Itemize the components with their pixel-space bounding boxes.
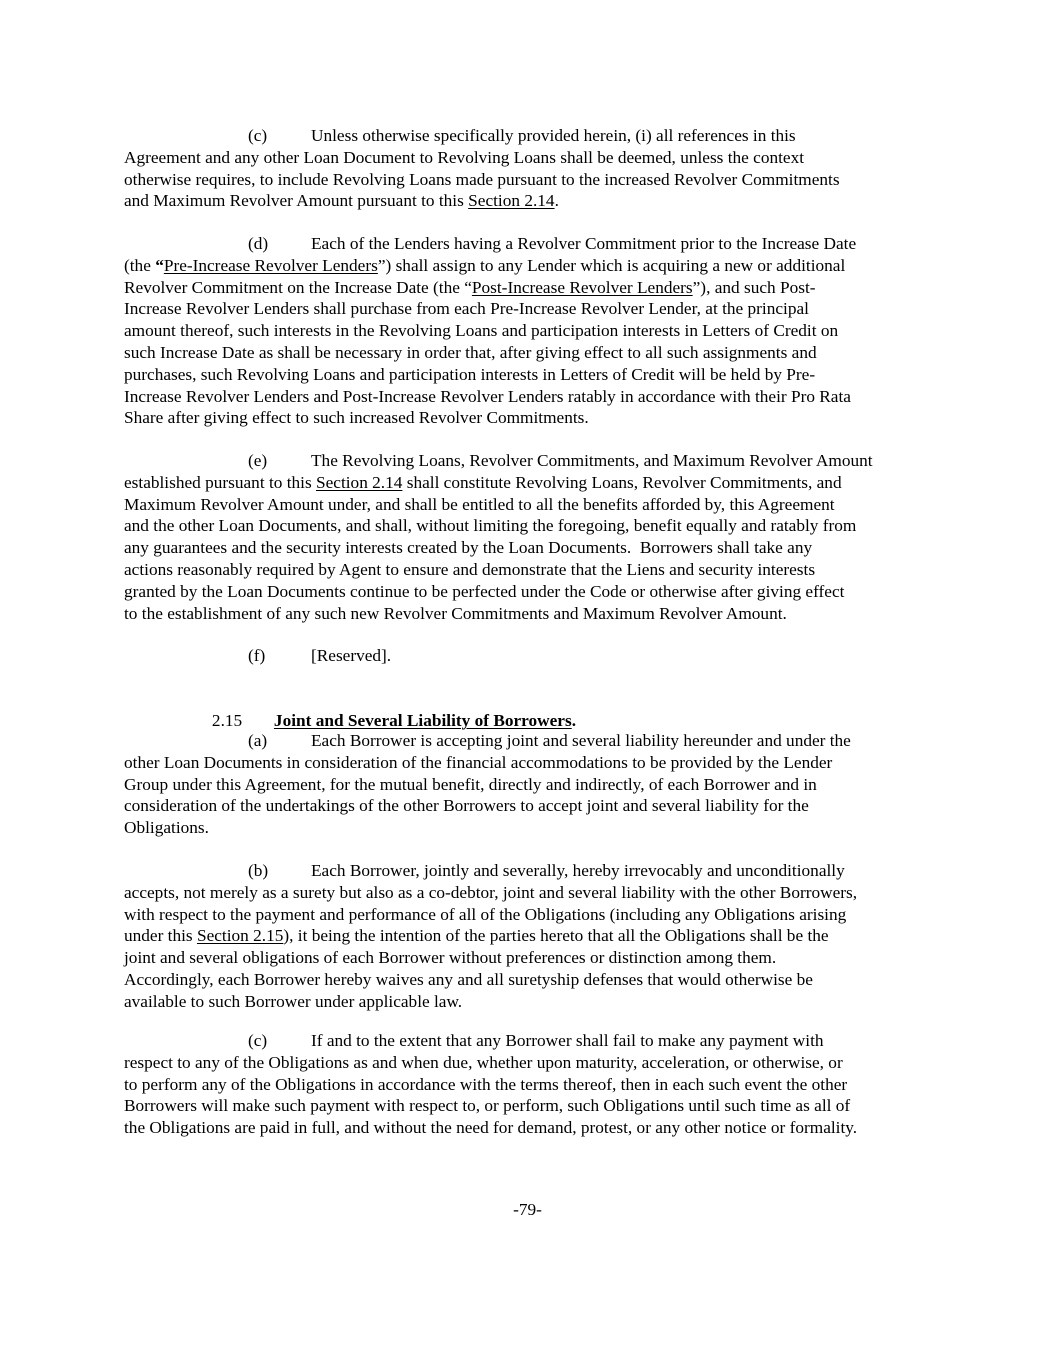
text-run: actions reasonably required by Agent to ensure and demonstrate that the Liens and security interests <box>124 559 816 579</box>
section-title-period: . <box>571 710 577 730</box>
paragraph-2-14-f <box>124 645 944 667</box>
text-run: such Increase Date as shall be necessary in order that, after giving effect to all such assignments and <box>124 342 817 362</box>
text-run: other Loan Documents in consideration of the financial accommodations to be provided by the Lender <box>124 752 833 772</box>
text-line <box>124 817 944 839</box>
text-line <box>124 904 944 926</box>
text-run: Agreement and any other Loan Document to Revolving Loans shall be deemed, unless the context <box>124 147 805 167</box>
text-line <box>124 1117 944 1139</box>
section-number: 2.15 <box>211 710 243 730</box>
text-run: respect to any of the Obligations as and when due, whether upon maturity, acceleration, or otherwise, or <box>124 1052 843 1072</box>
text-line <box>124 947 944 969</box>
text-run: any guarantees and the security interests created by the Loan Documents. Borrowers shall take any <box>124 538 813 558</box>
text-run: under this <box>124 926 197 946</box>
text-run: with respect to the payment and performance of all of the Obligations (including any Obligations arising <box>124 904 847 924</box>
text-line <box>124 860 944 882</box>
text-run: Accordingly, each Borrower hereby waives any and all suretyship defenses that would otherwise be <box>124 969 813 989</box>
paragraph-marker: (c) <box>248 126 268 145</box>
text-line <box>124 752 944 774</box>
text-line <box>124 364 944 386</box>
text-run: (the <box>124 255 156 275</box>
text-line <box>124 925 944 947</box>
cross-reference-link: Section 2.15 <box>196 926 284 946</box>
text-run: Obligations. <box>124 818 209 838</box>
paragraph-marker: (c) <box>248 1031 268 1050</box>
text-run: Maximum Revolver Amount under, and shall be entitled to all the benefits afforded by, this Agreement <box>124 494 835 514</box>
text-line <box>124 969 944 991</box>
text-run: The Revolving Loans, Revolver Commitments, and Maximum Revolver Amount <box>311 451 873 470</box>
text-line <box>124 1030 944 1052</box>
paragraph-2-14-d <box>124 233 944 429</box>
text-run: ”) shall assign to any Lender which is acquiring a new or additional <box>377 255 846 275</box>
text-run: shall constitute Revolving Loans, Revolver Commitments, and <box>402 472 842 492</box>
text-line <box>124 169 944 191</box>
text-line <box>124 795 944 817</box>
paragraph-2-15-a <box>124 730 944 839</box>
section-heading-2-15 <box>124 688 944 730</box>
text-line <box>124 730 944 752</box>
text-line <box>124 277 944 299</box>
text-run: Each of the Lenders having a Revolver Commitment prior to the Increase Date <box>311 234 857 253</box>
text-line <box>124 1052 944 1074</box>
paragraph-2-14-e <box>124 450 944 624</box>
paragraph-marker: (d) <box>248 234 269 253</box>
text-run: otherwise requires, to include Revolving Loans made pursuant to the increased Revolver Commitments <box>124 169 840 189</box>
text-line <box>124 125 944 147</box>
cross-reference-link: Pre-Increase Revolver Lenders <box>163 255 378 275</box>
cross-reference-link: Section 2.14 <box>316 472 403 492</box>
text-run: consideration of the undertakings of the other Borrowers to accept joint and several liability for the <box>124 796 809 816</box>
cross-reference-link: Section 2.14 <box>468 191 555 211</box>
cross-reference-link: Post-Increase Revolver Lenders <box>471 277 693 297</box>
text-line <box>124 407 944 429</box>
text-line <box>124 774 944 796</box>
text-run: If and to the extent that any Borrower shall fail to make any payment with <box>311 1031 824 1050</box>
text-line <box>124 1095 944 1117</box>
text-run: [Reserved]. <box>311 646 392 665</box>
text-line <box>124 603 944 625</box>
text-line <box>124 645 944 667</box>
text-run: and the other Loan Documents, and shall, without limiting the foregoing, benefit equally and ratably from <box>124 516 857 536</box>
text-run: Each Borrower, jointly and severally, hereby irrevocably and unconditionally <box>311 861 845 880</box>
text-line <box>124 450 944 472</box>
paragraph-marker: (a) <box>248 731 268 750</box>
text-run: and Maximum Revolver Amount pursuant to this <box>124 191 469 211</box>
text-run: granted by the Loan Documents continue to be perfected under the Code or otherwise after giving effect <box>124 581 845 601</box>
text-line <box>124 342 944 364</box>
text-line <box>124 233 944 255</box>
text-run: joint and several obligations of each Borrower without preferences or distinction among them. <box>124 948 777 968</box>
paragraph-marker: (f) <box>248 646 266 665</box>
text-run: to perform any of the Obligations in accordance with the terms thereof, then in each such event the other <box>124 1074 848 1094</box>
text-line <box>124 515 944 537</box>
paragraph-marker: (b) <box>248 861 269 880</box>
paragraph-2-15-c <box>124 1030 944 1139</box>
paragraph-2-15-b <box>124 860 944 1013</box>
text-run: . <box>554 191 559 211</box>
page-number: -79- <box>513 1200 542 1219</box>
text-line <box>124 147 944 169</box>
text-run: Group under this Agreement, for the mutual benefit, directly and indirectly, of each Borrower and in <box>124 774 817 794</box>
text-line <box>124 255 944 277</box>
text-run: available to such Borrower under applicable law. <box>124 991 463 1011</box>
text-line <box>124 882 944 904</box>
text-run: accepts, not merely as a surety but also as a co-debtor, joint and several liability with the other Borrowers, <box>124 882 858 902</box>
text-run: ”), and such Post- <box>692 277 816 297</box>
text-line <box>124 472 944 494</box>
text-run: purchases, such Revolving Loans and participation interests in Letters of Credit will be held by Pre- <box>124 364 816 384</box>
text-line <box>124 1074 944 1096</box>
text-run: Each Borrower is accepting joint and several liability hereunder and under the <box>311 731 851 750</box>
text-line <box>124 494 944 516</box>
text-run: established pursuant to this <box>124 472 316 492</box>
text-run: “ <box>155 255 164 275</box>
text-line <box>124 190 944 212</box>
paragraph-2-14-c <box>124 125 944 212</box>
text-line <box>124 559 944 581</box>
paragraph-marker: (e) <box>248 451 268 470</box>
text-line <box>124 581 944 603</box>
text-line <box>124 537 944 559</box>
text-run: to the establishment of any such new Revolver Commitments and Maximum Revolver Amount. <box>124 603 787 623</box>
text-line <box>124 320 944 342</box>
text-line <box>124 298 944 320</box>
text-run: Borrowers will make such payment with respect to, or perform, such Obligations until such time as all of <box>124 1096 851 1116</box>
section-title: Joint and Several Liability of Borrowers <box>273 710 572 730</box>
text-run: amount thereof, such interests in the Revolving Loans and participation interests in Letters of Credit on <box>124 321 839 341</box>
text-run: the Obligations are paid in full, and without the need for demand, protest, or any other notice or formality. <box>124 1118 858 1138</box>
text-run: Revolver Commitment on the Increase Date (the “ <box>124 277 472 297</box>
text-run: ), it being the intention of the parties hereto that all the Obligations shall be the <box>283 926 829 946</box>
text-line <box>124 991 944 1013</box>
text-line <box>124 386 944 408</box>
text-run: Increase Revolver Lenders shall purchase from each Pre-Increase Revolver Lender, at the principal <box>124 299 809 319</box>
text-run: Increase Revolver Lenders and Post-Increase Revolver Lenders ratably in accordance with their Pro Rata <box>124 386 851 406</box>
text-run: Unless otherwise specifically provided herein, (i) all references in this <box>311 126 796 145</box>
text-run: Share after giving effect to such increased Revolver Commitments. <box>124 408 589 428</box>
